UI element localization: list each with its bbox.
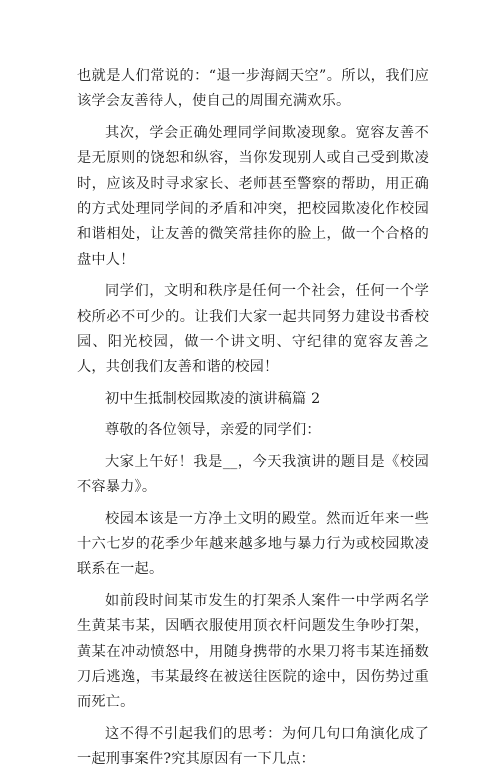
section-heading: 初中生抵制校园欺凌的演讲稿篇 2 (105, 390, 321, 407)
paragraph-7: 这不得不引起我们的思考：为何几句口角演化成了一起刑事案件?究其原因有一下几点： (77, 725, 429, 768)
salutation: 尊敬的各位领导，亲爱的同学们： (105, 422, 321, 439)
paragraph-4: 大家上午好！我是__，今天我演讲的题目是《校园不容暴力》。 (77, 453, 429, 496)
document-page (77, 64, 429, 779)
paragraph-1: 也就是人们常说的：“退一步海阔天空”。所以，我们应该学会友善待人，使自己的周围充满欢乐。 (77, 68, 429, 110)
paragraph-3: 同学们，文明和秩序是任何一个社会，任何一个学校所必不可少的。让我们大家一起共同努力建设书香校园、阳光校园，做一个讲文明、守纪律的宽容友善之人，共创我们友善和谐的校园！ (77, 283, 429, 376)
paragraph-6: 如前段时间某市发生的打架杀人案件一中学两名学生黄某韦某，因晒衣服使用顶衣杆问题发生争吵打架，黄某在冲动愤怒中，用随身携带的水果刀将韦某连捅数刀后逃逸，韦某最终在被送往医院的途中，因伤势过重而死亡。 (77, 592, 429, 711)
paragraph-5: 校园本该是一方净土文明的殿堂。然而近年来一些十六七岁的花季少年越来越多地与暴力行为或校园欺凌联系在一起。 (77, 510, 429, 578)
paragraph-2: 其次，学会正确处理同学间欺凌现象。宽容友善不是无原则的饶恕和纵容，当你发现别人或自己受到欺凌时，应该及时寻求家长、老师甚至警察的帮助，用正确的方式处理同学间的矛盾和冲突，把校园欺凌化作校园和谐相处，让友善的微笑常挂你的脸上，做一个合格的盘中人！ (77, 124, 429, 268)
